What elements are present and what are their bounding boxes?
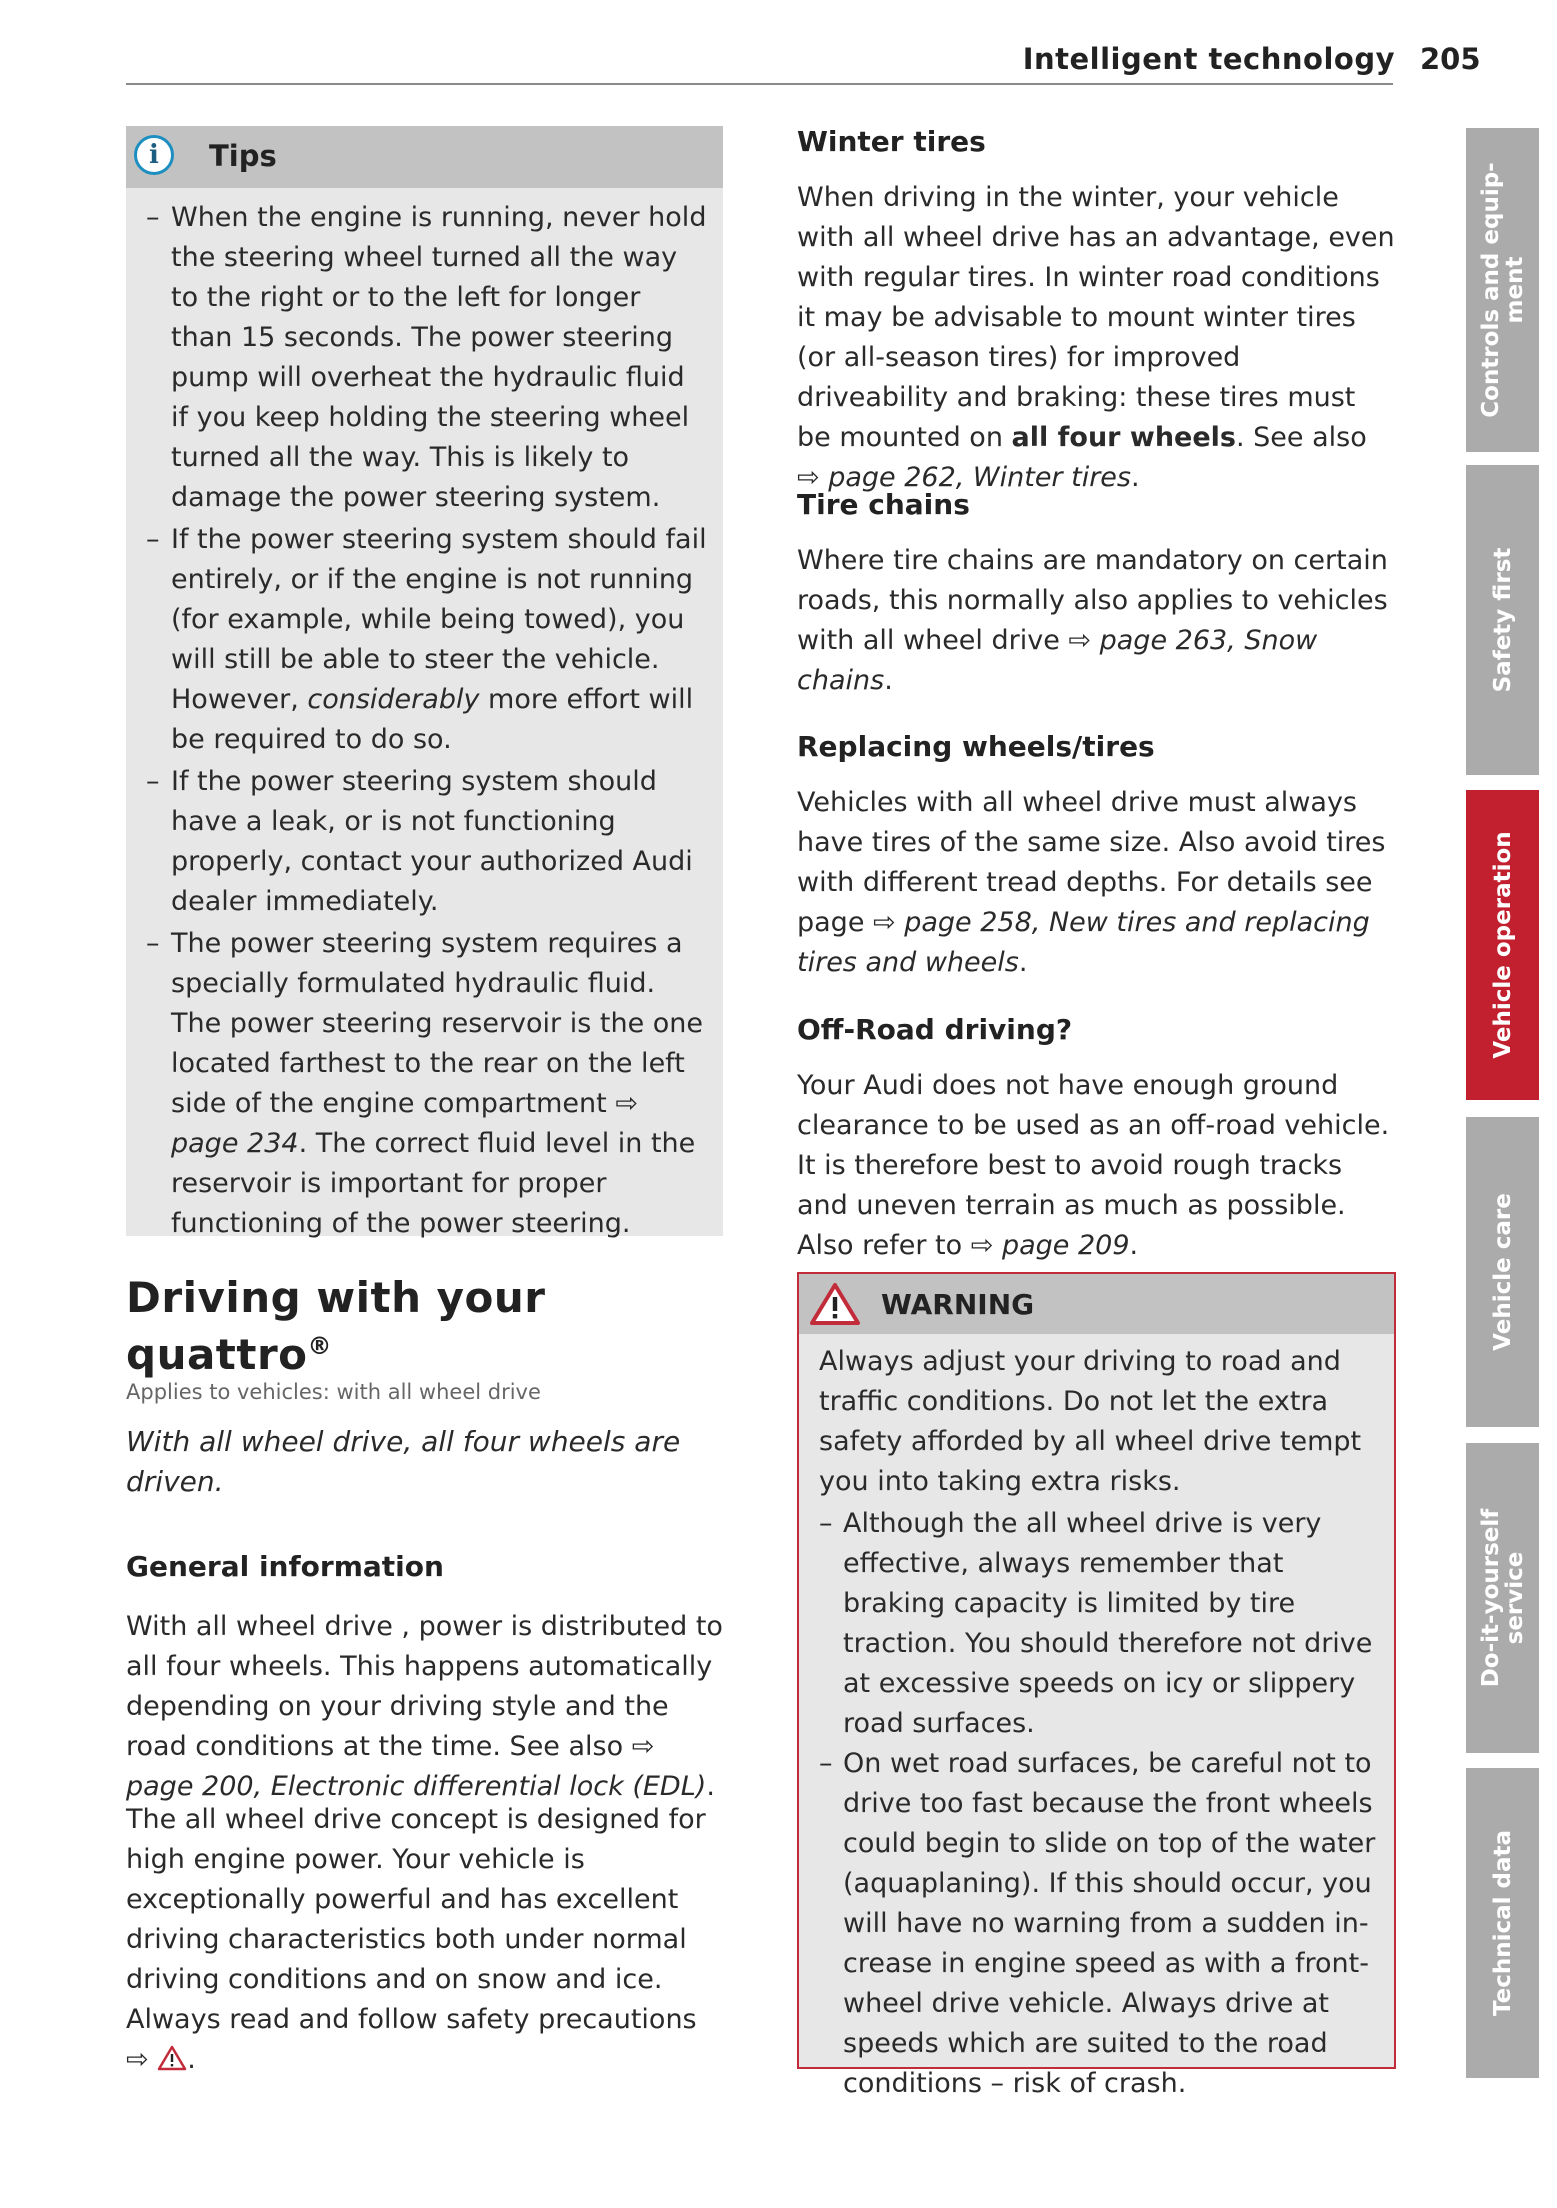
warning-box [797, 1272, 1396, 2099]
info-icon: i [134, 135, 174, 175]
warning-triangle-icon[interactable] [157, 2045, 187, 2071]
winter-tires-heading: Winter tires [797, 125, 986, 158]
tips-item: – If the power steering system should have a leak, or is not functioning properly, contact your authorized Audi dealer immediately. [146, 762, 709, 922]
tips-item: – The power steering system requires a specially formulated hydraulic fluid. The power steering reservoir is the one located farthest to the rear on the left side of the engine compartment ⇨ page 234. The correct fluid level in the reservoir is important for proper functioning of the power steering. [146, 924, 709, 1244]
replacing-wheels-text: Vehicles with all wheel drive must always have tires of the same size. Also avoid tires with different tread depths. For details see page ⇨ page 258, New tires and replacing tires and wheels. [797, 787, 1386, 978]
warning-triangle-icon [809, 1282, 861, 1326]
side-tab-vehicle-care[interactable]: Vehicle care [1466, 1117, 1539, 1427]
general-information-heading: General information [126, 1550, 444, 1583]
side-tab-safety-first[interactable]: Safety first [1466, 465, 1539, 775]
tire-chains-text: Where tire chains are mandatory on certain roads, this normally also applies to vehicles with all wheel drive ⇨ page 263, Snow chains. [797, 545, 1388, 696]
side-tab-controls-and-equipment[interactable]: Controls and equip- ment [1466, 128, 1539, 452]
off-road-text: Your Audi does not have enough ground clearance to be used as an off-road vehicle. It is therefore best to avoid rough tracks and uneven terrain as much as possible. Also refer to ⇨ page 209. [797, 1070, 1390, 1261]
warning-intro: Always adjust your driving to road and traffic conditions. Do not let the extra safety afforded by all wheel drive tempt you into taking extra risks. [819, 1346, 1362, 1497]
tips-header [126, 126, 723, 188]
section-lead: With all wheel drive, all four wheels are driven. [126, 1425, 681, 1498]
page-reference-link[interactable]: ⇨ page 263, Snow chains [797, 625, 1318, 696]
warning-item: – Although the all wheel drive is very effective, always remember that braking capacity is limited by tire traction. You should therefore not drive at excessive speeds on icy or slippery road surfaces. [819, 1504, 1378, 1744]
tips-list [126, 188, 723, 1244]
general-information-text: With all wheel drive , power is distributed to all four wheels. This happens automatically depending on your driving style and the road conditions at the time. See also ⇨ page 200, Electronic differential lock (EDL). [126, 1611, 723, 1802]
replacing-wheels-heading: Replacing wheels/tires [797, 730, 1155, 763]
page-reference-link[interactable]: ⇨ page 200, Electronic differential lock (EDL) [126, 1731, 707, 1802]
warning-body [799, 1334, 1394, 2104]
side-tab-technical-data[interactable]: Technical data [1466, 1768, 1539, 2078]
tips-title: Tips [209, 139, 277, 173]
page-reference-link[interactable]: ⇨ page 258, New tires and replacing tires and wheels [797, 907, 1370, 978]
page-reference-link[interactable]: ⇨ page 209 [970, 1230, 1130, 1261]
running-header-title: Intelligent technology [1022, 42, 1395, 76]
side-tab-do-it-yourself-service[interactable]: Do-it-yourself service [1466, 1443, 1539, 1753]
warning-header [799, 1274, 1394, 1334]
warning-title: WARNING [881, 1288, 1035, 1321]
registered-mark: ® [307, 1332, 333, 1360]
warning-list [819, 1504, 1378, 2104]
concept-text: The all wheel drive concept is designed for high engine power. Your vehicle is exceptionally powerful and has excellent driving characteristics both under normal driving conditions and on snow and ice. Always read and follow safety precautions ⇨ . [126, 1804, 706, 2075]
side-tab-vehicle-operation[interactable]: Vehicle operation [1466, 790, 1539, 1100]
off-road-heading: Off-Road driving? [797, 1013, 1073, 1046]
page-number: 205 [1420, 42, 1481, 76]
tire-chains-heading: Tire chains [797, 488, 970, 521]
tips-box [126, 126, 723, 1239]
tips-item: – When the engine is running, never hold the steering wheel turned all the way to the right or to the left for longer than 15 seconds. The power steering pump will overheat the hydraulic fluid if you keep holding the steering wheel turned all the way. This is likely to damage the power steering system. [146, 198, 709, 518]
applies-note: Applies to vehicles: with all wheel drive [126, 1380, 541, 1404]
section-title: Driving with your quattro® [126, 1273, 546, 1379]
header-rule [126, 83, 1393, 85]
page-reference-link[interactable]: ⇨ page 262, Winter tires [797, 462, 1131, 493]
winter-tires-text: When driving in the winter, your vehicle with all wheel drive has an advantage, even with regular tires. In winter road conditions it may be advisable to mount winter tires (or all-season tires) for improved driveability and braking: these tires must be mounted on all four wheels. See also ⇨ page 262, Winter tires. [797, 182, 1395, 493]
page-reference-link[interactable]: ⇨ page 234 [171, 1088, 638, 1159]
warning-item: – On wet road surfaces, be careful not to drive too fast because the front wheels could begin to slide on top of the water (aquaplaning). If this should occur, you will have no warning from a sudden increase in engine speed as with a front-wheel drive vehicle. Always drive at speeds which are suited to the road conditions – risk of crash. [819, 1744, 1378, 2104]
tips-item: – If the power steering system should fail entirely, or if the engine is not running (for example, while being towed), you will still be able to steer the vehicle. However, considerably more effort will be required to do so. [146, 520, 709, 760]
